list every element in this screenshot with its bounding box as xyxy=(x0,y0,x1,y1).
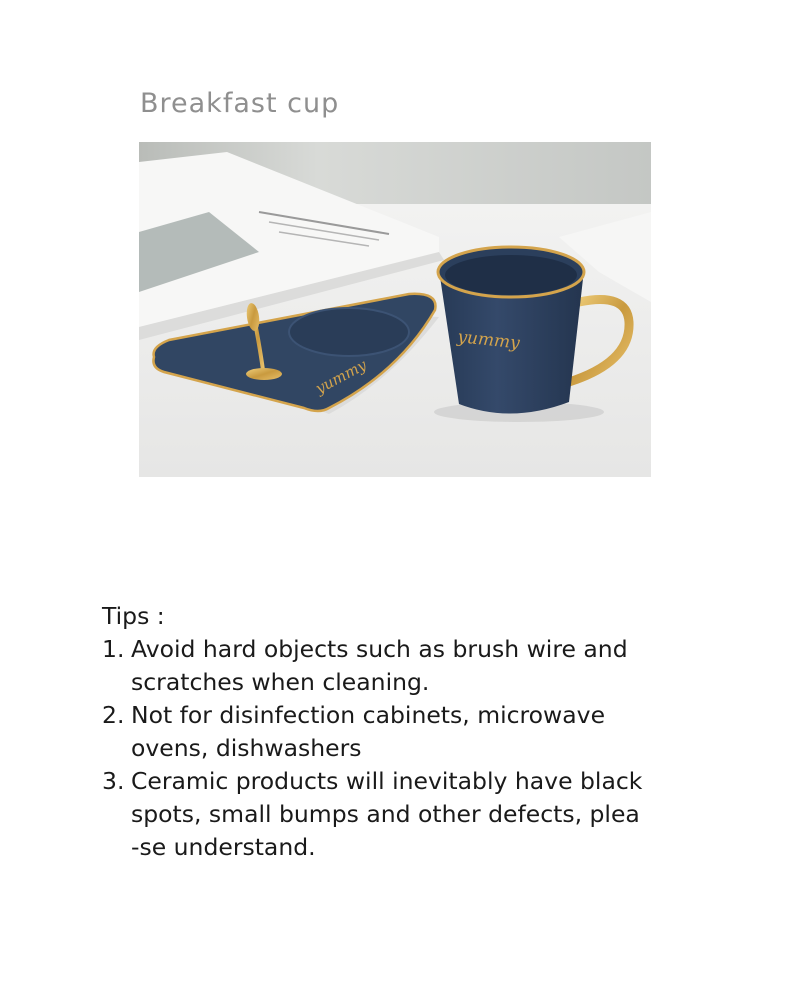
tips-heading: Tips : xyxy=(102,602,165,630)
tip-number: 3. xyxy=(102,767,125,795)
svg-text:yummy: yummy xyxy=(312,355,370,398)
tip-text-line: -se understand. xyxy=(131,833,316,861)
tip-text-line: Ceramic products will inevitably have black xyxy=(131,767,643,795)
page-title: Breakfast cup xyxy=(140,88,340,119)
tip-text-line: scratches when cleaning. xyxy=(131,668,430,696)
tip-item xyxy=(102,633,662,699)
tip-item xyxy=(102,765,662,864)
mug xyxy=(438,247,584,414)
tip-item xyxy=(102,699,662,765)
tips-section xyxy=(102,600,662,864)
tip-text-line: Not for disinfection cabinets, microwave xyxy=(131,701,606,729)
tip-number: 2. xyxy=(102,701,125,729)
tip-text-line: Avoid hard objects such as brush wire and xyxy=(131,635,628,663)
product-photo xyxy=(139,142,651,477)
tip-text-line: spots, small bumps and other defects, plea xyxy=(131,800,640,828)
tip-number: 1. xyxy=(102,635,125,663)
svg-text:yummy: yummy xyxy=(456,327,521,354)
tip-text-line: ovens, dishwashers xyxy=(131,734,362,762)
